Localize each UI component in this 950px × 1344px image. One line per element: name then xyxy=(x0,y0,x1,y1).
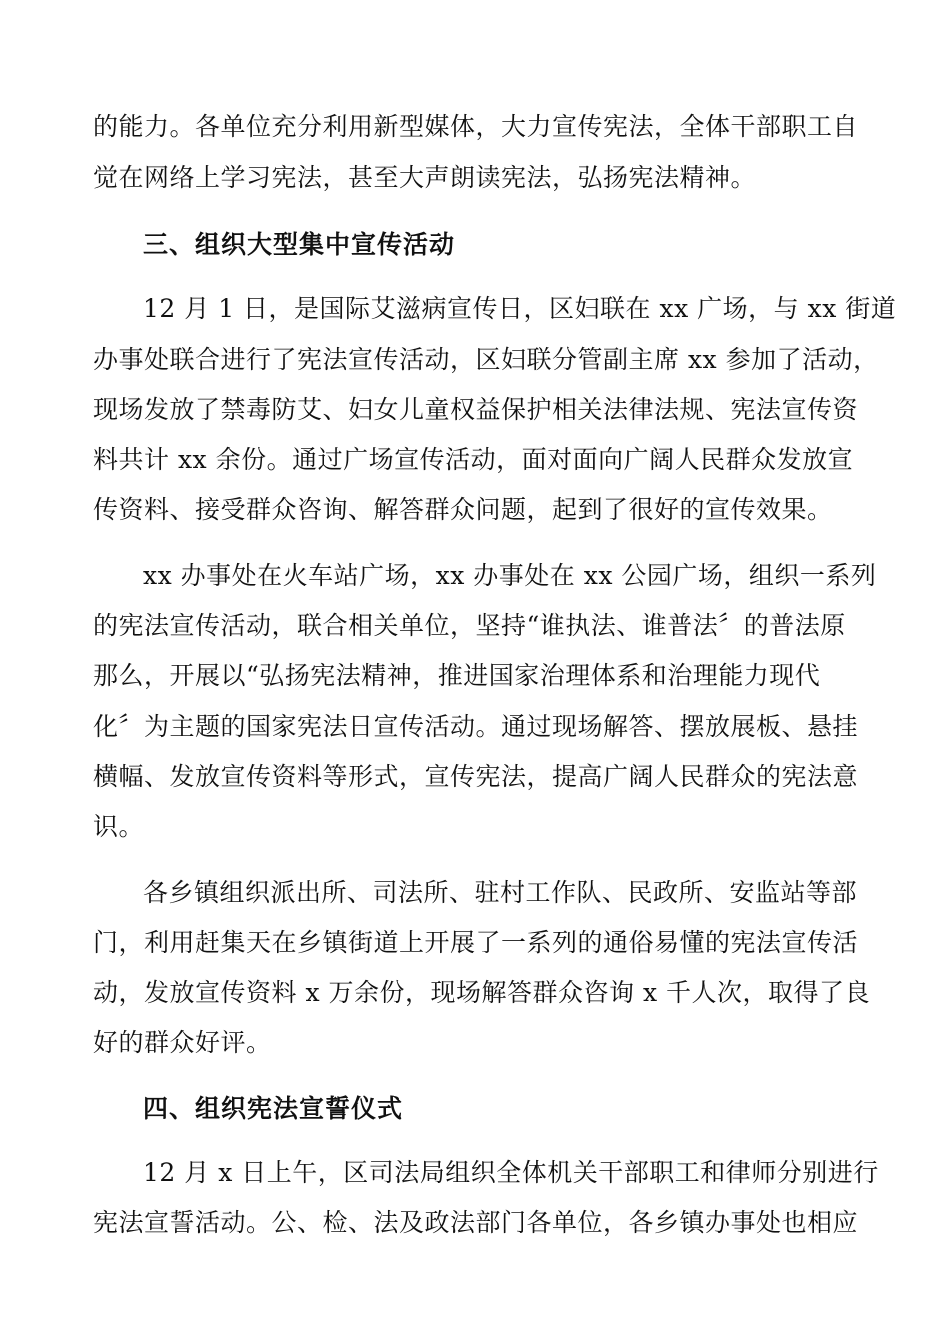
paragraph-line: 好的群众好评。 xyxy=(93,1028,272,1057)
paragraph-line: 办事处联合进行了宪法宣传活动，区妇联分管副主席 xx 参加了活动， xyxy=(93,345,879,374)
paragraph-line: 12 月 1 日，是国际艾滋病宣传日，区妇联在 xx 广场，与 xx 街道 xyxy=(143,294,897,323)
paragraph-line: 传资料、接受群众咨询、解答群众问题，起到了很好的宣传效果。 xyxy=(93,495,833,524)
paragraph-line: 化〞为主题的国家宪法日宣传活动。通过现场解答、摆放展板、悬挂 xyxy=(93,712,859,741)
paragraph-line: 那么，开展以“弘扬宪法精神，推进国家治理体系和治理能力现代 xyxy=(93,661,821,690)
paragraph-line: 的能力。各单位充分利用新型媒体，大力宣传宪法，全体干部职工自 xyxy=(93,112,859,141)
paragraph-line: xx 办事处在火车站广场，xx 办事处在 xx 公园广场，组织一系列 xyxy=(143,561,877,590)
paragraph-line: 动，发放宣传资料 x 万余份，现场解答群众咨询 x 千人次，取得了良 xyxy=(93,978,870,1007)
paragraph-line: 各乡镇组织派出所、司法所、驻村工作队、民政所、安监站等部 xyxy=(143,878,858,907)
paragraph-line: 觉在网络上学习宪法，甚至大声朗读宪法，弘扬宪法精神。 xyxy=(93,163,757,192)
paragraph-line: 的宪法宣传活动，联合相关单位，坚持“谁执法、谁普法〞的普法原 xyxy=(93,611,846,640)
paragraph-line: 横幅、发放宣传资料等形式，宣传宪法，提高广阔人民群众的宪法意 xyxy=(93,762,859,791)
section-heading: 三、组织大型集中宣传活动 xyxy=(143,230,456,259)
paragraph-line: 料共计 xx 余份。通过广场宣传活动，面对面向广阔人民群众发放宣 xyxy=(93,445,854,474)
paragraph-line: 12 月 x 日上午，区司法局组织全体机关干部职工和律师分别进行 xyxy=(143,1158,879,1187)
paragraph-line: 识。 xyxy=(93,812,145,841)
paragraph-line: 现场发放了禁毒防艾、妇女儿童权益保护相关法律法规、宪法宣传资 xyxy=(93,395,859,424)
section-heading: 四、组织宪法宣誓仪式 xyxy=(143,1094,404,1123)
paragraph-line: 宪法宣誓活动。公、检、法及政法部门各单位，各乡镇办事处也相应 xyxy=(93,1208,859,1237)
paragraph-line: 门，利用赶集天在乡镇街道上开展了一系列的通俗易懂的宪法宣传活 xyxy=(93,928,859,957)
